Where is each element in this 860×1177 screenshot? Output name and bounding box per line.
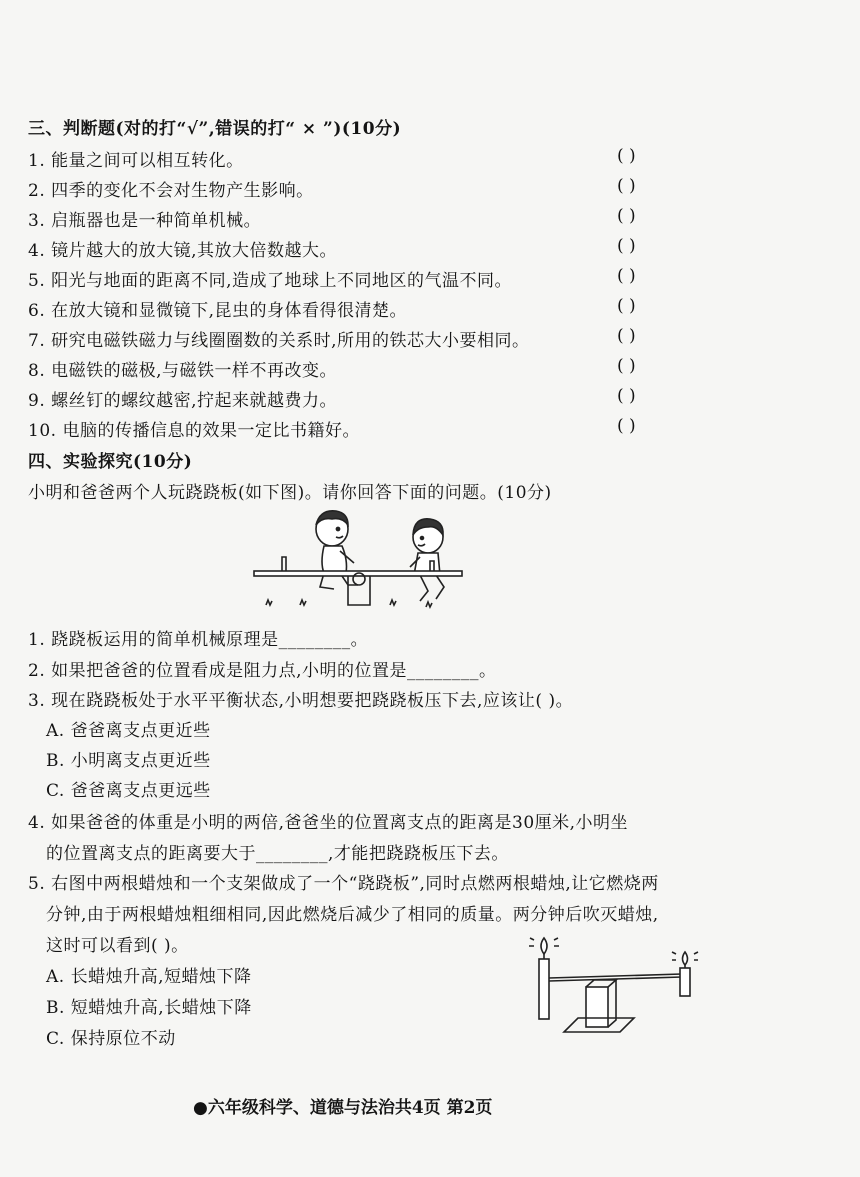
answer-paren-2: ( ) [617, 176, 636, 196]
question-4-line-2: 的位置离支点的距离要大于________,才能把跷跷板压下去。 [46, 844, 509, 864]
answer-paren-7: ( ) [617, 326, 636, 346]
question-5-option-c: C. 保持原位不动 [46, 1029, 176, 1049]
judge-item-6: 6. 在放大镜和显微镜下,昆虫的身体看得很清楚。 [28, 301, 408, 321]
answer-paren-5: ( ) [617, 266, 636, 286]
question-5-line-2: 分钟,由于两根蜡烛粗细相同,因此燃烧后减少了相同的质量。两分钟后吹灭蜡烛, [46, 905, 659, 925]
judge-item-3: 3. 启瓶器也是一种简单机械。 [28, 211, 262, 231]
candle-seesaw-illustration [522, 932, 708, 1037]
judge-item-5: 5. 阳光与地面的距离不同,造成了地球上不同地区的气温不同。 [28, 271, 513, 291]
answer-paren-1: ( ) [617, 146, 636, 166]
answer-paren-3: ( ) [617, 206, 636, 226]
judge-item-10: 10. 电脑的传播信息的效果一定比书籍好。 [28, 421, 360, 441]
question-5-option-a: A. 长蜡烛升高,短蜡烛下降 [46, 967, 252, 987]
judge-item-9: 9. 螺丝钉的螺纹越密,拧起来就越费力。 [28, 391, 338, 411]
answer-paren-9: ( ) [617, 386, 636, 406]
experiment-intro: 小明和爸爸两个人玩跷跷板(如下图)。请你回答下面的问题。(10分) [28, 483, 552, 503]
answer-paren-8: ( ) [617, 356, 636, 376]
judge-item-4: 4. 镜片越大的放大镜,其放大倍数越大。 [28, 241, 338, 261]
page-footer: ●六年级科学、道德与法治共4页 第2页 [193, 1098, 493, 1118]
judge-item-7: 7. 研究电磁铁磁力与线圈圈数的关系时,所用的铁芯大小要相同。 [28, 331, 530, 351]
judge-item-1: 1. 能量之间可以相互转化。 [28, 151, 244, 171]
judge-item-8: 8. 电磁铁的磁极,与磁铁一样不再改变。 [28, 361, 338, 381]
question-5-line-1: 5. 右图中两根蜡烛和一个支架做成了一个“跷跷板”,同时点燃两根蜡烛,让它燃烧两 [28, 874, 659, 894]
judge-item-2: 2. 四季的变化不会对生物产生影响。 [28, 181, 314, 201]
question-3-option-b: B. 小明离支点更近些 [46, 751, 211, 771]
question-4-line-1: 4. 如果爸爸的体重是小明的两倍,爸爸坐的位置离支点的距离是30厘米,小明坐 [28, 813, 629, 833]
section4-heading: 四、实验探究(10分) [28, 452, 193, 472]
question-3-option-c: C. 爸爸离支点更远些 [46, 781, 211, 801]
answer-paren-10: ( ) [617, 416, 636, 436]
question-3-option-a: A. 爸爸离支点更近些 [46, 721, 211, 741]
answer-paren-4: ( ) [617, 236, 636, 256]
answer-paren-6: ( ) [617, 296, 636, 316]
section3-heading: 三、判断题(对的打“√”,错误的打“ × ”)(10分) [28, 119, 402, 139]
question-1: 1. 跷跷板运用的简单机械原理是________。 [28, 630, 369, 650]
question-2: 2. 如果把爸爸的位置看成是阻力点,小明的位置是________。 [28, 661, 497, 681]
question-5-option-b: B. 短蜡烛升高,长蜡烛下降 [46, 998, 252, 1018]
question-5-line-3: 这时可以看到( )。 [46, 936, 189, 956]
seesaw-illustration [250, 505, 470, 615]
question-3: 3. 现在跷跷板处于水平平衡状态,小明想要把跷跷板压下去,应该让( )。 [28, 691, 574, 711]
